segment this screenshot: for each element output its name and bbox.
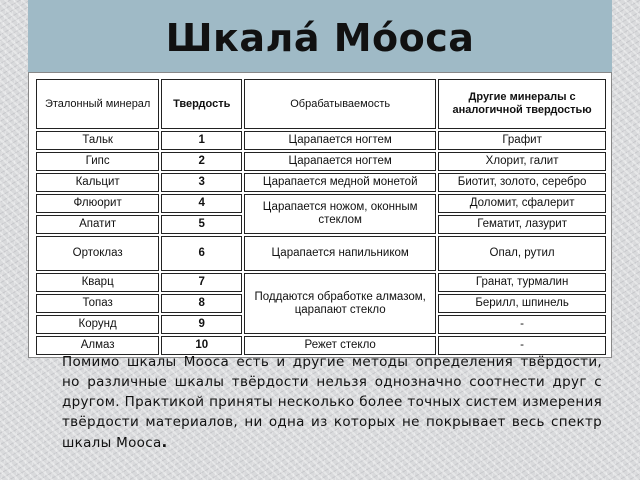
cell-hardness: 7 bbox=[161, 273, 242, 292]
paragraph-text: Помимо шкалы Мооса есть и другие методы определения твёрдости, но различные шкалы твёрдости нельзя однозначно соотнести друг с другом. Практикой приняты несколько более точных систем измерения твёрдости материалов, ни одна из которых не покрывает весь спектр шкалы Мооса bbox=[62, 354, 602, 451]
title-band bbox=[28, 0, 612, 80]
cell-others: Графит bbox=[438, 131, 606, 150]
cell-hardness: 1 bbox=[161, 131, 242, 150]
table-row bbox=[36, 236, 606, 271]
cell-mineral: Топаз bbox=[36, 294, 159, 313]
cell-hardness: 9 bbox=[161, 315, 242, 334]
cell-workability: Царапается ножом, оконным стеклом bbox=[244, 194, 436, 234]
paragraph-end: . bbox=[161, 433, 168, 451]
cell-mineral: Кальцит bbox=[36, 173, 159, 192]
cell-mineral: Корунд bbox=[36, 315, 159, 334]
header-mineral: Эталонный минерал bbox=[36, 79, 159, 129]
cell-mineral: Тальк bbox=[36, 131, 159, 150]
cell-workability: Царапается ногтем bbox=[244, 131, 436, 150]
cell-hardness: 4 bbox=[161, 194, 242, 213]
table-header-row bbox=[36, 79, 606, 129]
table-row bbox=[36, 273, 606, 292]
cell-workability: Царапается напильником bbox=[244, 236, 436, 271]
table-row bbox=[36, 173, 606, 192]
slide-title: Шкала́ Мо́оса bbox=[165, 16, 475, 60]
body-paragraph bbox=[62, 352, 602, 453]
cell-hardness: 5 bbox=[161, 215, 242, 234]
cell-others: Берилл, шпинель bbox=[438, 294, 606, 313]
cell-others: - bbox=[438, 336, 606, 355]
cell-hardness: 8 bbox=[161, 294, 242, 313]
cell-hardness: 2 bbox=[161, 152, 242, 171]
cell-others: Гранат, турмалин bbox=[438, 273, 606, 292]
header-workability: Обрабатываемость bbox=[244, 79, 436, 129]
cell-hardness: 6 bbox=[161, 236, 242, 271]
cell-workability: Режет стекло bbox=[244, 336, 436, 355]
cell-others: Гематит, лазурит bbox=[438, 215, 606, 234]
cell-others: - bbox=[438, 315, 606, 334]
cell-hardness: 10 bbox=[161, 336, 242, 355]
cell-mineral: Ортоклаз bbox=[36, 236, 159, 271]
cell-mineral: Алмаз bbox=[36, 336, 159, 355]
cell-hardness: 3 bbox=[161, 173, 242, 192]
cell-others: Доломит, сфалерит bbox=[438, 194, 606, 213]
cell-workability: Поддаются обработке алмазом, царапают стекло bbox=[244, 273, 436, 334]
cell-mineral: Кварц bbox=[36, 273, 159, 292]
cell-mineral: Гипс bbox=[36, 152, 159, 171]
cell-workability: Царапается ногтем bbox=[244, 152, 436, 171]
header-hardness: Твердость bbox=[161, 79, 242, 129]
cell-mineral: Апатит bbox=[36, 215, 159, 234]
table-row bbox=[36, 131, 606, 150]
cell-others: Опал, рутил bbox=[438, 236, 606, 271]
cell-others: Биотит, золото, серебро bbox=[438, 173, 606, 192]
mohs-table bbox=[34, 77, 608, 357]
cell-mineral: Флюорит bbox=[36, 194, 159, 213]
mohs-table-container bbox=[28, 72, 612, 358]
table-row bbox=[36, 152, 606, 171]
cell-workability: Царапается медной монетой bbox=[244, 173, 436, 192]
header-other-minerals: Другие минералы с аналогичной твердостью bbox=[438, 79, 606, 129]
table-row bbox=[36, 194, 606, 213]
cell-others: Хлорит, галит bbox=[438, 152, 606, 171]
